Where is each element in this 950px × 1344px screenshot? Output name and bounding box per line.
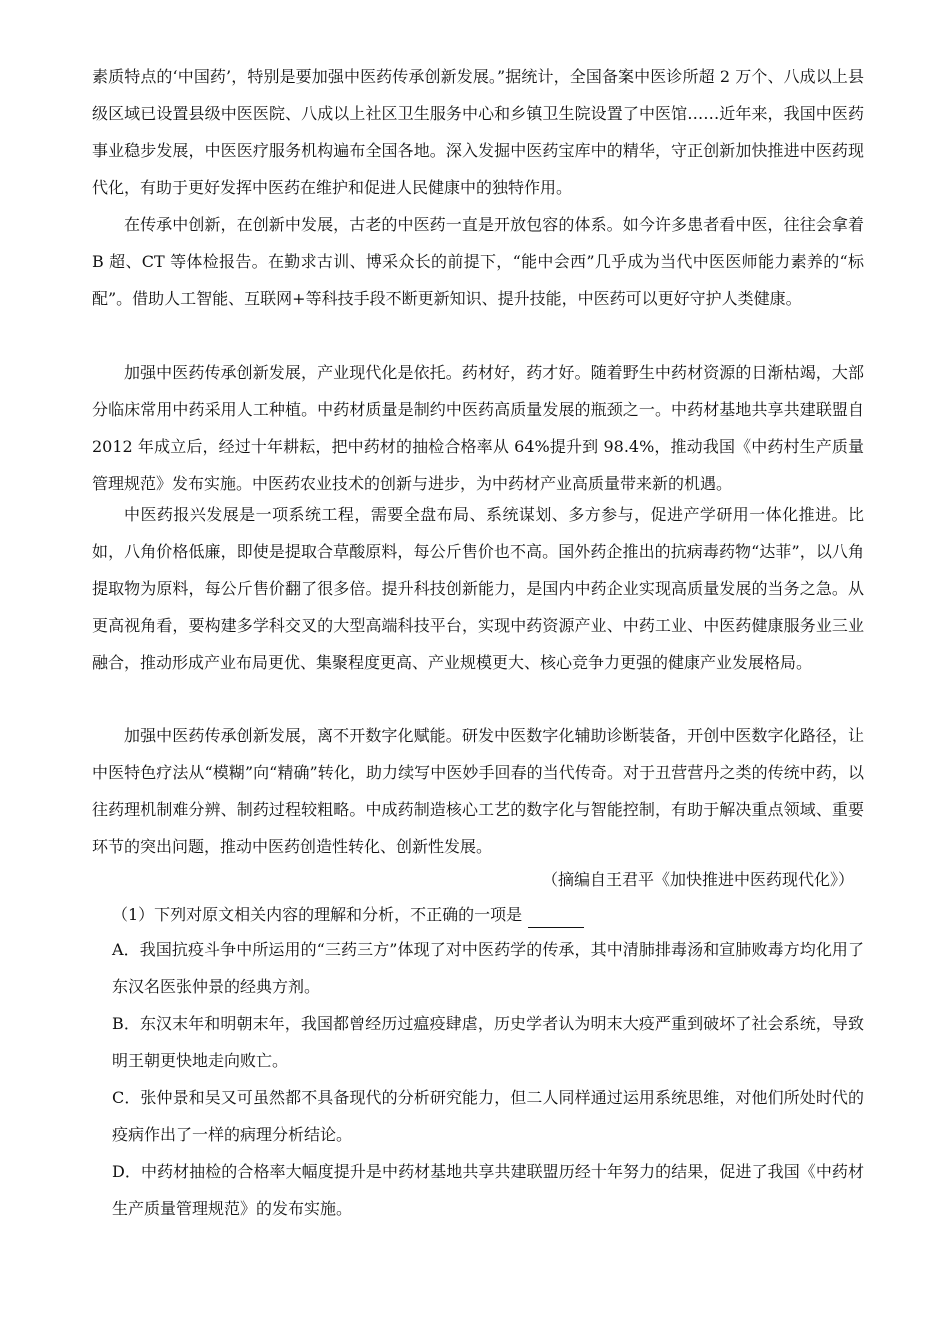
article-paragraph-5: 加强中医药传承创新发展，离不开数字化赋能。研发中医数字化辅助诊断装备，开创中医数字化路径，让中医特色疗法从“模糊”向“精确”转化，助力续写中医妙手回春的当代传奇。对于丑营营丹之类的传统中药，以往药理机制难分辨、制药过程较粗略。中成药制造核心工艺的数字化与智能控制，有助于解决重点领域、重要环节的突出问题，推动中医药创造性转化、创新性发展。 bbox=[92, 726, 864, 856]
article-paragraph-1: 素质特点的‘中国药’，特别是要加强中医药传承创新发展。”据统计，全国备案中医诊所超 2 万个、八成以上县级区域已设置县级中医医院、八成以上社区卫生服务中心和乡镇卫生院设置了中医馆……近年来，我国中医药事业稳步发展，中医医疗服务机构遍布全国各地。深入发掘中医药宝库中的精华，守正创新加快推进中医药现代化，有助于更好发挥中医药在维护和促进人民健康中的独特作用。 bbox=[92, 67, 864, 197]
answer-blank[interactable] bbox=[528, 909, 584, 928]
option-d: D．中药材抽检的合格率大幅度提升是中药材基地共享共建联盟历经十年努力的结果，促进了我国《中药材生产质量管理规范》的发布实施。 bbox=[112, 1162, 864, 1218]
option-c: C．张仲景和吴又可虽然都不具备现代的分析研究能力，但二人同样通过运用系统思维，对他们所处时代的疫病作出了一样的病理分析结论。 bbox=[112, 1088, 864, 1144]
question-stem bbox=[112, 902, 872, 928]
article-paragraph-3: 加强中医药传承创新发展，产业现代化是依托。药材好，药才好。随着野生中药材资源的日渐枯竭，大部分临床常用中药采用人工种植。中药材质量是制约中医药高质量发展的瓶颈之一。中药材基地共享共建联盟自 2012 年成立后，经过十年耕耘，把中药材的抽检合格率从 64%提升到 98.4%，推动我国《中药村生产质量管理规范》发布实施。中医药农业技术的创新与进步，为中药材产业高质量带来新的机遇。 bbox=[92, 363, 864, 493]
article-source: （摘编自王君平《加快推进中医药现代化》） bbox=[541, 870, 854, 889]
article-paragraph-4: 中医药报兴发展是一项系统工程，需要全盘布局、系统谋划、多方参与，促进产学研用一体化推进。比如，八角价格低廉，即使是提取合草酸原料，每公斤售价也不高。国外药企推出的抗病毒药物“达菲”，以八角提取物为原料，每公斤售价翻了很多倍。提升科技创新能力，是国内中药企业实现高质量发展的当务之急。从更高视角看，要构建多学科交叉的大型高端科技平台，实现中药资源产业、中药工业、中医药健康服务业三业融合，推动形成产业布局更优、集聚程度更高、产业规模更大、核心竞争力更强的健康产业发展格局。 bbox=[92, 505, 864, 672]
question-stem-text: （1）下列对原文相关内容的理解和分析，不正确的一项是 bbox=[112, 905, 523, 924]
article-paragraph-2: 在传承中创新，在创新中发展，古老的中医药一直是开放包容的体系。如今许多患者看中医，往往会拿着 B 超、CT 等体检报告。在勤求古训、博采众长的前提下，“能中会西”几乎成为当代中医医师能力素养的“标配”。借助人工智能、互联网+等科技手段不断更新知识、提升技能，中医药可以更好守护人类健康。 bbox=[92, 215, 864, 308]
option-b: B．东汉末年和明朝末年，我国都曾经历过瘟疫肆虐，历史学者认为明末大疫严重到破坏了社会系统，导致明王朝更快地走向败亡。 bbox=[112, 1014, 864, 1070]
option-a: A．我国抗疫斗争中所运用的“三药三方”体现了对中医药学的传承，其中清肺排毒汤和宣肺败毒方均化用了东汉名医张仲景的经典方剂。 bbox=[112, 940, 864, 996]
